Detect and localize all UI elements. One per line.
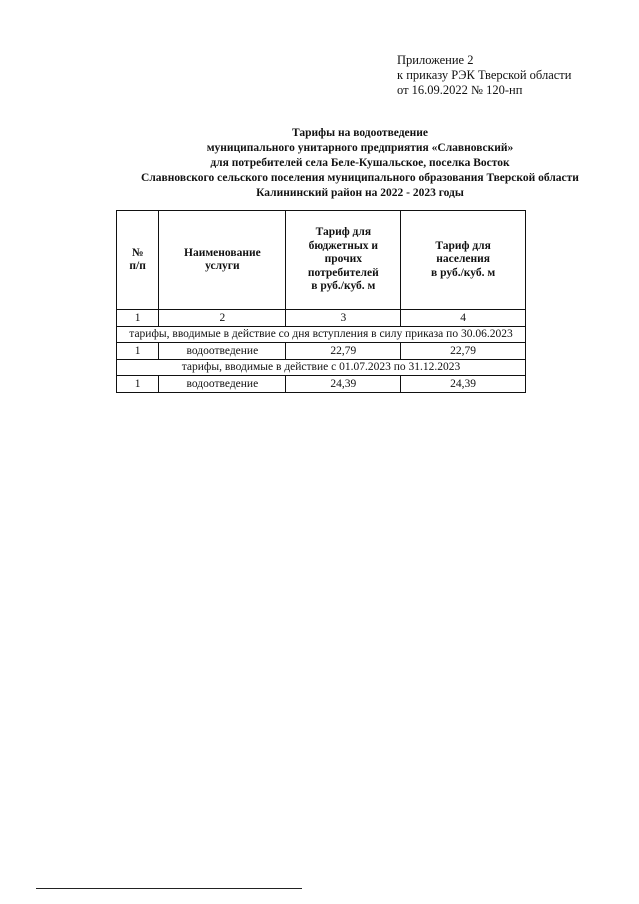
column-number-row (117, 310, 526, 327)
title-line-1: Тарифы на водоотведение (291, 127, 429, 139)
title-line-5: Калининский район на 2022 - 2023 годы (256, 187, 464, 199)
row-service: водоотведение (159, 376, 286, 393)
appendix-date: от 16.09.2022 № 120-нп (397, 83, 523, 97)
header-budget-tariff: Тариф для бюджетных и прочих потребителей в руб./куб. м (286, 211, 401, 310)
row-number: 1 (117, 343, 159, 360)
row-population-tariff: 24,39 (401, 376, 526, 393)
row-budget-tariff: 24,39 (286, 376, 401, 393)
row-population-tariff: 22,79 (401, 343, 526, 360)
period-2-label: тарифы, вводимые в действие с 01.07.2023 по 31.12.2023 (117, 360, 526, 376)
table-header-row (117, 211, 526, 310)
appendix-order: к приказу РЭК Тверской области (397, 68, 572, 82)
header-service-name: Наименование услуги (159, 211, 286, 310)
column-number-1: 1 (117, 310, 159, 327)
title-line-4: Славновского сельского поселения муниципального образования Тверской области (141, 172, 579, 184)
period-row (117, 360, 526, 376)
row-service: водоотведение (159, 343, 286, 360)
column-number-2: 2 (159, 310, 286, 327)
footnote-divider (36, 888, 302, 889)
period-row (117, 327, 526, 343)
period-1-label: тарифы, вводимые в действие со дня вступления в силу приказа по 30.06.2023 (117, 327, 526, 343)
header-population-tariff: Тариф для населения в руб./куб. м (401, 211, 526, 310)
table-row (117, 343, 526, 360)
appendix-reference (397, 53, 571, 98)
tariff-table (116, 210, 526, 393)
column-number-4: 4 (401, 310, 526, 327)
document-title (60, 126, 639, 201)
row-budget-tariff: 22,79 (286, 343, 401, 360)
row-number: 1 (117, 376, 159, 393)
table-row (117, 376, 526, 393)
title-line-3: для потребителей села Беле-Кушальское, поселка Восток (210, 157, 510, 169)
title-line-2: муниципального унитарного предприятия «Славновский» (206, 142, 514, 154)
column-number-3: 3 (286, 310, 401, 327)
header-number: № п/п (117, 211, 159, 310)
appendix-number: Приложение 2 (397, 53, 474, 67)
